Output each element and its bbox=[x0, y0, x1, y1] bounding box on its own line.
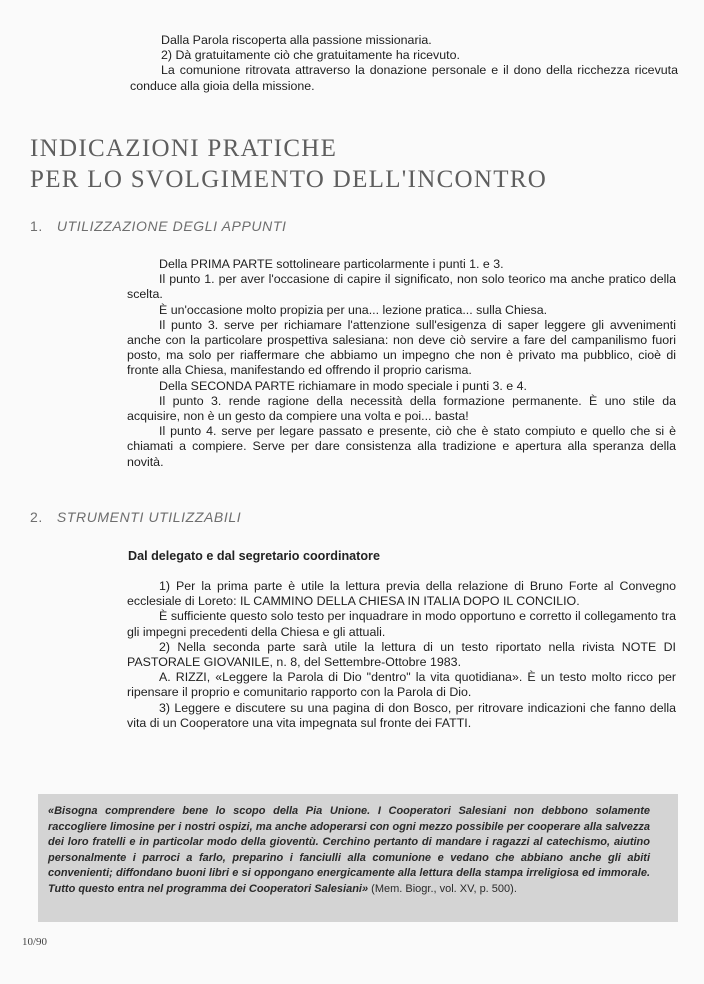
paragraph: 2) Nella seconda parte sarà utile la lettura di un testo riportato nella rivista NOTE DI PASTORALE GIOVANILE, n. 8, del Settembre-Ottobre 1983. bbox=[127, 639, 676, 670]
section-2-subheading: Dal delegato e dal segretario coordinatore bbox=[128, 549, 380, 563]
intro-line-1: Dalla Parola riscoperta alla passione missionaria. bbox=[161, 33, 432, 47]
title-line-1: INDICAZIONI PRATICHE bbox=[30, 135, 338, 162]
paragraph: Della PRIMA PARTE sottolineare particolarmente i punti 1. e 3. bbox=[159, 257, 504, 271]
quote-box bbox=[38, 794, 678, 922]
paragraph: Il punto 4. serve per legare passato e presente, ciò che è stato compiuto e quello che si è chiamati a compiere. Serve per dare consistenza alla tradizione e apertura alla speranza della novità. bbox=[127, 424, 676, 469]
paragraph: Della SECONDA PARTE richiamare in modo speciale i punti 3. e 4. bbox=[159, 378, 527, 393]
quote-reference: (Mem. Biogr., vol. XV, p. 500). bbox=[371, 882, 517, 895]
section-1-body bbox=[127, 257, 676, 470]
section-2-title: STRUMENTI UTILIZZABILI bbox=[56, 509, 242, 525]
intro-line-3: La comunione ritrovata attraverso la donazione personale e il dono della ricchezza ricevuta conduce alla gioia della missione. bbox=[130, 63, 678, 93]
intro-text bbox=[130, 33, 678, 94]
section-1-number: 1. bbox=[30, 218, 43, 234]
paragraph: Il punto 3. rende ragione della necessità della formazione permanente. È uno stile da acquisire, non è un gesto da compiere una volta e poi... basta! bbox=[127, 393, 676, 424]
paragraph: È un'occasione molto propizia per una... lezione pratica... sulla Chiesa. bbox=[159, 302, 548, 317]
quote-text: «Bisogna comprendere bene lo scopo della Pia Unione. I Cooperatori Salesiani non debbono solamente raccogliere limosine per i nostri ospizi, ma anche adoperarsi con ogni mezzo possibile per cooperare alla salvezza dei loro fratelli e in particolar modo della gioventù. Cerchino pertanto di mandare i ragazzi al catechismo, aiutino personalmente i parroci a farlo, preparino i fanciulli alla comunione e vedano che abbiano anche gli abiti convenienti; diffondano buoni libri e si oppongano energicamente alla lettura della stampa irreligiosa ed immorale. Tutto questo entra nel programma dei Cooperatori Salesiani» bbox=[48, 805, 650, 895]
paragraph: 3) Leggere e discutere su una pagina di don Bosco, per ritrovare indicazioni che fanno della vita di un Cooperatore una vita impegnata sul fronte dei FATTI. bbox=[127, 700, 676, 730]
intro-line-2: 2) Dà gratuitamente ciò che gratuitamente ha ricevuto. bbox=[161, 48, 460, 63]
page-title bbox=[30, 133, 547, 195]
page-number: 10/90 bbox=[22, 936, 48, 948]
section-1-heading bbox=[30, 218, 287, 234]
paragraph: Il punto 1. per aver l'occasione di capire il significato, non solo teorico ma anche pratico della scelta. bbox=[127, 272, 676, 302]
title-line-2: PER LO SVOLGIMENTO DELL'INCONTRO bbox=[30, 166, 548, 193]
paragraph: A. RIZZI, «Leggere la Parola di Dio "dentro" la vita quotidiana». È un testo molto ricco per ripensare il proprio e comunitario rapporto con la Parola di Dio. bbox=[127, 670, 676, 700]
paragraph: Il punto 3. serve per richiamare l'attenzione sull'esigenza di saper leggere gli avvenimenti anche con la particolare prospettiva salesiana: non deve ciò servire a fare del campanilismo fuori posto, ma solo per riaffermare che abbiamo un impegno che non è privato ma pubblico, cioè di fronte alla Chiesa, manifestando ed offrendo il proprio carisma. bbox=[127, 317, 676, 378]
section-2-body bbox=[127, 579, 676, 731]
section-2-number: 2. bbox=[30, 509, 43, 525]
quote-paragraph bbox=[48, 804, 650, 898]
paragraph: 1) Per la prima parte è utile la lettura previa della relazione di Bruno Forte al Convegno ecclesiale di Loreto: IL CAMMINO DELLA CHIESA IN ITALIA DOPO IL CONCILIO. bbox=[127, 579, 676, 609]
section-2-heading bbox=[30, 509, 241, 525]
section-1-title: UTILIZZAZIONE DEGLI APPUNTI bbox=[56, 218, 287, 234]
paragraph: È sufficiente questo solo testo per inquadrare in modo opportuno e corretto il collegamento tra gli impegni precedenti della Chiesa e gli attuali. bbox=[127, 609, 676, 639]
